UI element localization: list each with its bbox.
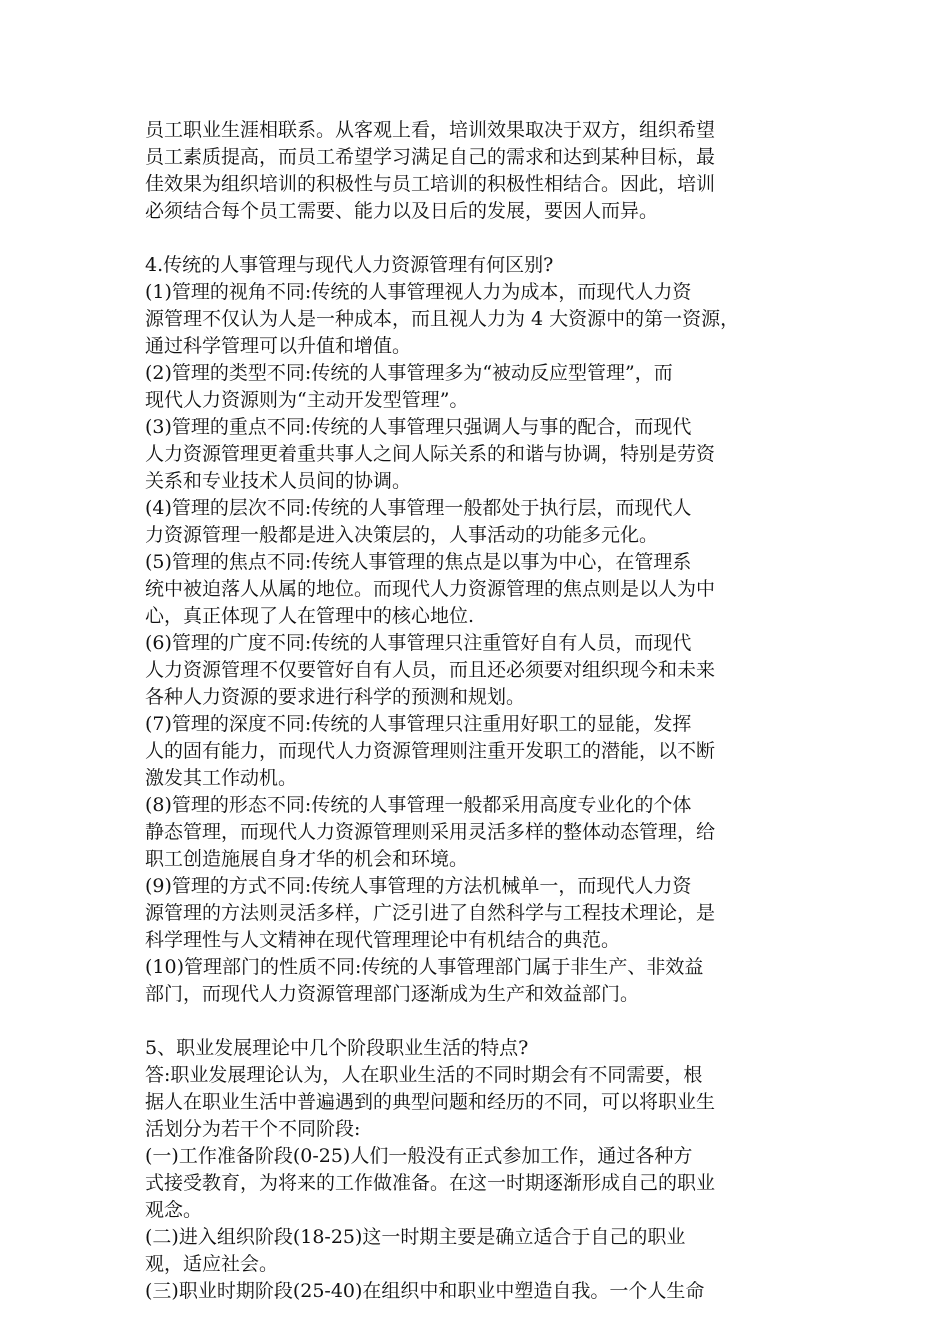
- section-4-item-3: (3)管理的重点不同:传统的人事管理只强调人与事的配合，而现代 人力资源管理更着重共事人之间人际关系的和谐与协调，特别是劳资 关系和专业技术人员间的协调。: [145, 416, 716, 492]
- paragraph-spacer: [145, 1008, 815, 1035]
- section-4-item-10: (10)管理部门的性质不同:传统的人事管理部门属于非生产、非效益 部门，而现代人力资源管理部门逐渐成为生产和效益部门。: [145, 956, 704, 1005]
- section-4: [145, 252, 815, 1008]
- section-4-item-6: (6)管理的广度不同:传统的人事管理只注重管好自有人员，而现代 人力资源管理不仅要管好自有人员，而且还必须要对组织现今和未来 各种人力资源的要求进行科学的预测和规划。: [145, 632, 716, 708]
- section-5-stage-3: (三)职业时期阶段(25-40)在组织中和职业中塑造自我。一个人生命: [145, 1280, 705, 1302]
- section-5-stage-2: (二)进入组织阶段(18-25)这一时期主要是确立适合于自己的职业 观，适应社会。: [145, 1226, 686, 1275]
- document-page: [145, 117, 815, 1305]
- section-5-stage-1: (一)工作准备阶段(0-25)人们一般没有正式参加工作，通过各种方 式接受教育，为将来的工作做准备。在这一时期逐渐形成自己的职业 观念。: [145, 1145, 716, 1221]
- section-4-item-1: (1)管理的视角不同:传统的人事管理视人力为成本，而现代人力资 源管理不仅认为人是一种成本，而且视人力为 4 大资源中的第一资源， 通过科学管理可以升值和增值。: [145, 281, 740, 357]
- section-4-heading: 4.传统的人事管理与现代人力资源管理有何区别?: [145, 254, 554, 276]
- intro-paragraph: 员工职业生涯相联系。从客观上看，培训效果取决于双方，组织希望 员工素质提高，而员工希望学习满足自己的需求和达到某种目标，最 佳效果为组织培训的积极性与员工培训的积极性相结合。因此，培训 必须结合每个员工需要、能力以及日后的发展，要因人而异。: [145, 119, 716, 222]
- section-5: [145, 1035, 815, 1305]
- section-5-answer: 答:职业发展理论认为，人在职业生活的不同时期会有不同需要，根 据人在职业生活中普遍遇到的典型问题和经历的不同，可以将职业生 活划分为若干个不同阶段:: [145, 1064, 716, 1140]
- section-4-item-4: (4)管理的层次不同:传统的人事管理一般都处于执行层，而现代人 力资源管理一般都是进入决策层的，人事活动的功能多元化。: [145, 497, 692, 546]
- section-4-item-8: (8)管理的形态不同:传统的人事管理一般都采用高度专业化的个体 静态管理，而现代人力资源管理则采用灵活多样的整体动态管理，给 职工创造施展自身才华的机会和环境。: [145, 794, 716, 870]
- section-4-item-7: (7)管理的深度不同:传统的人事管理只注重用好职工的显能，发挥 人的固有能力，而现代人力资源管理则注重开发职工的潜能，以不断 激发其工作动机。: [145, 713, 716, 789]
- section-4-item-9: (9)管理的方式不同:传统人事管理的方法机械单一，而现代人力资 源管理的方法则灵活多样，广泛引进了自然科学与工程技术理论，是 科学理性与人文精神在现代管理理论中有机结合的典范。: [145, 875, 716, 951]
- section-5-heading: 5、职业发展理论中几个阶段职业生活的特点?: [145, 1037, 529, 1059]
- section-4-item-2: (2)管理的类型不同:传统的人事管理多为“被动反应型管理”，而 现代人力资源则为“主动开发型管理”。: [145, 362, 673, 411]
- section-4-item-5: (5)管理的焦点不同:传统人事管理的焦点是以事为中心，在管理系 统中被迫落人从属的地位。而现代人力资源管理的焦点则是以人为中 心，真正体现了人在管理中的核心地位.: [145, 551, 716, 627]
- paragraph-spacer: [145, 225, 815, 252]
